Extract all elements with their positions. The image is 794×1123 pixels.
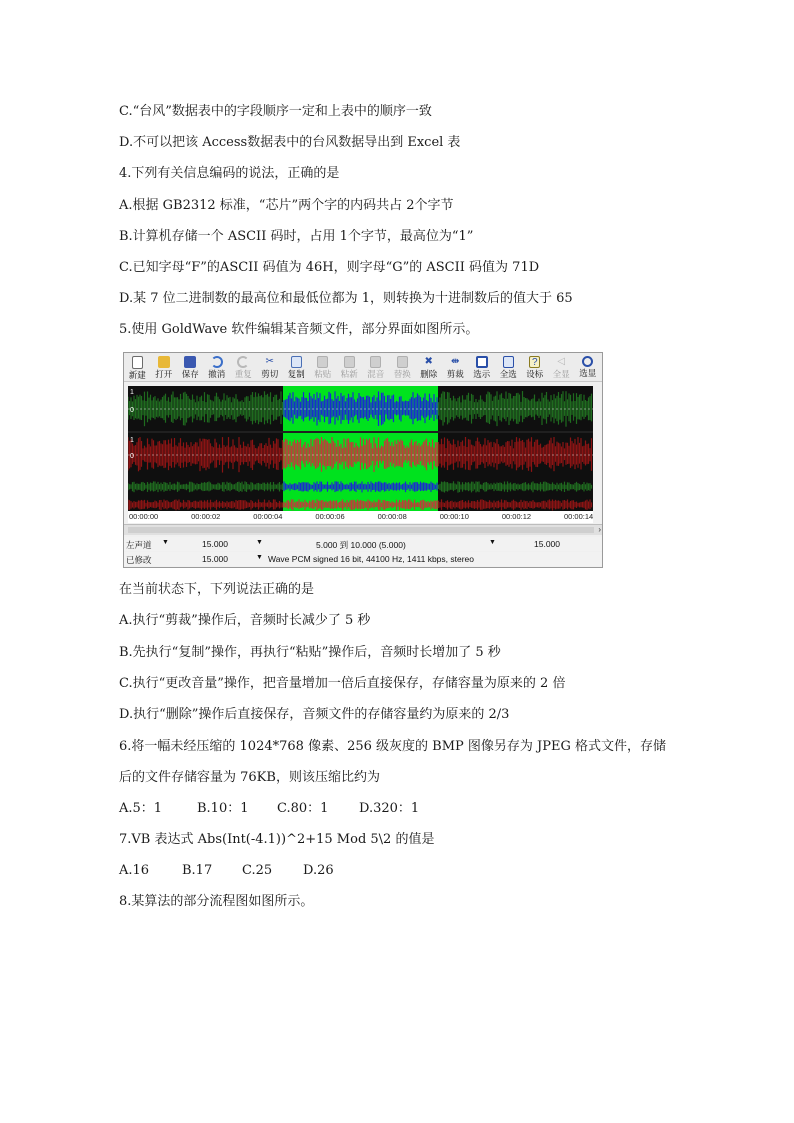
q6-option-b: B.10：1 (197, 801, 249, 816)
toolbar-button-label: 选示 (473, 369, 491, 379)
mix-icon (370, 356, 381, 368)
toolbar-button-12[interactable] (442, 353, 469, 381)
q4-stem: 4.下列有关信息编码的说法，正确的是 (119, 166, 340, 181)
goldwave-screenshot (123, 352, 603, 568)
chevron-down-icon[interactable]: ▼ (256, 554, 263, 561)
toolbar-button-label: 撤消 (208, 369, 226, 379)
ruler-tick-label: 00:00:14 (564, 512, 594, 521)
modified-state: 已修改 (126, 555, 152, 565)
toolbar-button-label: 全选 (499, 369, 517, 379)
q5-substem: 在当前状态下，下列说法正确的是 (119, 582, 315, 597)
set-marker-icon: ? (529, 356, 540, 368)
q7-option-a: A.16 (119, 863, 150, 878)
q6-option-c: C.80：1 (277, 801, 329, 816)
ruler-tick-label: 00:00:08 (377, 512, 407, 521)
toolbar-button-label: 粘贴 (314, 369, 332, 379)
toolbar-button-8[interactable] (336, 353, 363, 381)
toolbar-button-label: 新建 (128, 370, 146, 380)
delete-icon: ✖ (424, 356, 433, 367)
channel-selector[interactable]: 左声道 (126, 540, 152, 550)
q8-stem: 8.某算法的部分流程图如图所示。 (119, 894, 314, 909)
chevron-down-icon[interactable]: ▼ (162, 539, 169, 546)
zoom-selection-icon (582, 356, 593, 367)
toolbar-button-11[interactable] (416, 353, 443, 381)
toolbar-button-10[interactable] (389, 353, 416, 381)
ruler-tick-label: 00:00:02 (191, 512, 221, 521)
q4-option-d: D.某 7 位二进制数的最高位和最低位都为 1，则转换为十进制数后的值大于 65 (119, 291, 573, 306)
toolbar-button-label: 设标 (526, 369, 544, 379)
q4-option-b: B.计算机存储一个 ASCII 码时，占用 1个字节，最高位为“1” (119, 229, 474, 244)
select-view-icon (476, 356, 488, 368)
toolbar-button-13[interactable] (469, 353, 496, 381)
q3-option-c: C.“台风”数据表中的字段顺序一定和上表中的顺序一致 (119, 104, 432, 119)
paste-icon (317, 356, 328, 368)
amplitude-scale-label: 0 (130, 453, 134, 460)
scroll-right-icon[interactable]: › (598, 525, 601, 534)
save-disk-icon (184, 356, 196, 368)
toolbar-button-2[interactable] (177, 353, 204, 381)
status-row (124, 537, 602, 551)
toolbar-button-label: 打开 (155, 369, 173, 379)
toolbar-button-label: 复制 (287, 369, 305, 379)
ruler-tick-label: 00:00:06 (315, 512, 345, 521)
undo-icon (211, 356, 223, 368)
q5-option-b: B.先执行“复制”操作，再执行“粘贴”操作后，音频时长增加了 5 秒 (119, 645, 501, 660)
toolbar-button-17[interactable] (575, 353, 602, 381)
select-all-icon (503, 356, 514, 368)
status-row (124, 552, 602, 566)
amplitude-scale-label: 1 (130, 437, 134, 444)
horizontal-scrollbar[interactable] (124, 524, 602, 535)
toolbar-button-6[interactable] (283, 353, 310, 381)
new-file-icon (132, 356, 143, 369)
toolbar-button-1[interactable] (151, 353, 178, 381)
toolbar-button-label: 剪切 (261, 369, 279, 379)
toolbar-button-15[interactable] (522, 353, 549, 381)
toolbar-button-label: 重复 (234, 369, 252, 379)
q6-stem-line1: 6.将一幅未经压缩的 1024*768 像素、256 级灰度的 BMP 图像另存为 JPEG 格式文件，存储 (119, 739, 666, 754)
total-length: 15.000 (202, 539, 228, 549)
amplitude-scale-label: 0 (130, 407, 134, 414)
q7-option-d: D.26 (303, 863, 334, 878)
toolbar-button-label: 剪裁 (446, 369, 464, 379)
q6-option-a: A.5：1 (119, 801, 163, 816)
q7-option-b: B.17 (182, 863, 213, 878)
playback-position: 15.000 (534, 539, 560, 549)
q7-options (119, 862, 334, 880)
toolbar-button-9[interactable] (363, 353, 390, 381)
toolbar-button-label: 删除 (420, 369, 438, 379)
overview-time-ruler (128, 511, 593, 523)
toolbar-button-16[interactable] (548, 353, 575, 381)
open-folder-icon (158, 356, 170, 368)
selection-range: 5.000 到 10.000 (5.000) (316, 540, 406, 550)
toolbar-button-label: 全显 (552, 369, 570, 379)
q7-stem: 7.VB 表达式 Abs(Int(-4.1))^2+15 Mod 5\2 的值是 (119, 832, 435, 847)
total-length: 15.000 (202, 554, 228, 564)
replace-icon (397, 356, 408, 368)
toolbar-button-label: 粘新 (340, 369, 358, 379)
toolbar-button-label: 保存 (181, 369, 199, 379)
ruler-tick-label: 00:00:00 (129, 512, 159, 521)
q7-option-c: C.25 (242, 863, 273, 878)
q5-stem: 5.使用 GoldWave 软件编辑某音频文件，部分界面如图所示。 (119, 322, 479, 337)
copy-icon (291, 356, 302, 368)
toolbar-button-0[interactable] (124, 353, 151, 381)
chevron-down-icon[interactable]: ▼ (489, 539, 496, 546)
chevron-down-icon[interactable]: ▼ (256, 539, 263, 546)
toolbar-button-label: 混音 (367, 369, 385, 379)
goldwave-toolbar (124, 353, 602, 382)
toolbar-button-4[interactable] (230, 353, 257, 381)
main-waveform[interactable] (128, 386, 593, 478)
q6-option-d: D.320：1 (359, 801, 420, 816)
q3-option-d: D.不可以把该 Access数据表中的台风数据导出到 Excel 表 (119, 135, 461, 150)
q5-option-c: C.执行“更改音量”操作，把音量增加一倍后直接保存，存储容量为原来的 2 倍 (119, 676, 566, 691)
toolbar-button-label: 替换 (393, 369, 411, 379)
q4-option-c: C.已知字母“F”的ASCII 码值为 46H，则字母“G”的 ASCII 码值为 71D (119, 260, 540, 275)
q5-option-d: D.执行“删除”操作后直接保存，音频文件的存储容量约为原来的 2/3 (119, 707, 510, 722)
ruler-tick-label: 00:00:12 (501, 512, 532, 521)
toolbar-button-5[interactable] (257, 353, 284, 381)
overview-waveform[interactable] (128, 477, 593, 511)
q6-options (119, 800, 419, 818)
q6-stem-line2: 后的文件存储容量为 76KB，则该压缩比约为 (119, 770, 380, 785)
q4-option-a: A.根据 GB2312 标准，“芯片”两个字的内码共占 2个字节 (119, 198, 454, 213)
ruler-tick-label: 00:00:10 (439, 512, 469, 521)
scrollbar-thumb[interactable] (128, 527, 594, 533)
paste-new-icon (344, 356, 355, 368)
trim-icon: ⇹ (451, 356, 460, 367)
toolbar-button-7[interactable] (310, 353, 337, 381)
q5-option-a: A.执行“剪裁”操作后，音频时长减少了 5 秒 (119, 613, 371, 628)
ruler-tick-label: 00:00:04 (253, 512, 283, 521)
audio-format: Wave PCM signed 16 bit, 44100 Hz, 1411 kbps, stereo (268, 554, 475, 564)
amplitude-scale-label: 1 (130, 389, 134, 396)
redo-icon (237, 356, 249, 368)
scissors-icon: ✂ (265, 356, 274, 367)
toolbar-button-label: 选显 (579, 368, 597, 378)
toolbar-button-14[interactable] (495, 353, 522, 381)
show-all-icon: ◁ (557, 356, 566, 367)
toolbar-button-3[interactable] (204, 353, 231, 381)
